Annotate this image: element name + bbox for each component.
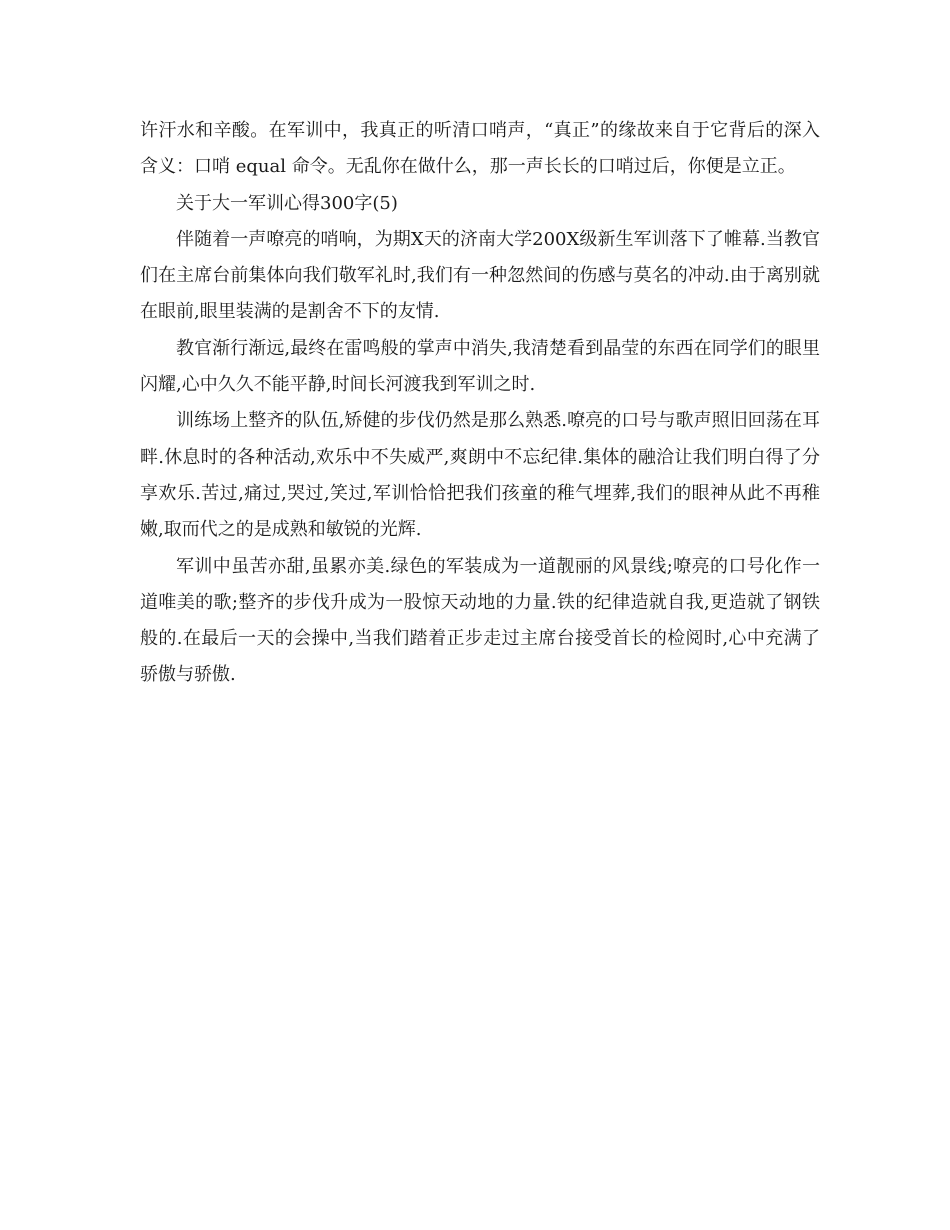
section-heading: 关于大一军训心得300字(5) — [176, 192, 398, 214]
paragraph: 训练场上整齐的队伍,矫健的步伐仍然是那么熟悉.嘹亮的口号与歌声照旧回荡在耳畔.休息时的各种活动,欢乐中不失威严,爽朗中不忘纪律.集体的融洽让我们明白得了分享欢乐.苦过,痛过,哭过,笑过,军训恰恰把我们孩童的稚气埋葬,我们的眼神从此不再稚嫩,取而代之的是成熟和敏锐的光辉. — [140, 410, 820, 541]
document-body — [140, 113, 820, 694]
paragraph: 军训中虽苦亦甜,虽累亦美.绿色的军装成为一道靓丽的风景线;嘹亮的口号化作一道唯美的歌;整齐的步伐升成为一股惊天动地的力量.铁的纪律造就自我,更造就了钢铁般的.在最后一天的会操中,当我们踏着正步走过主席台接受首长的检阅时,心中充满了骄傲与骄傲. — [140, 555, 820, 686]
paragraph-continuation: 许汗水和辛酸。在军训中，我真正的听清口哨声，“真正”的缘故来自于它背后的深入含义：口哨 equal 命令。无乱你在做什么，那一声长长的口哨过后，你便是立正。 — [140, 120, 820, 178]
paragraph: 教官渐行渐远,最终在雷鸣般的掌声中消失,我清楚看到晶莹的东西在同学们的眼里闪耀,心中久久不能平静,时间长河渡我到军训之时. — [140, 337, 820, 396]
paragraph: 伴随着一声嘹亮的哨响，为期X天的济南大学200X级新生军训落下了帷幕.当教官们在主席台前集体向我们敬军礼时,我们有一种忽然间的伤感与莫名的冲动.由于离别就在眼前,眼里装满的是割舍不下的友情. — [140, 228, 820, 323]
